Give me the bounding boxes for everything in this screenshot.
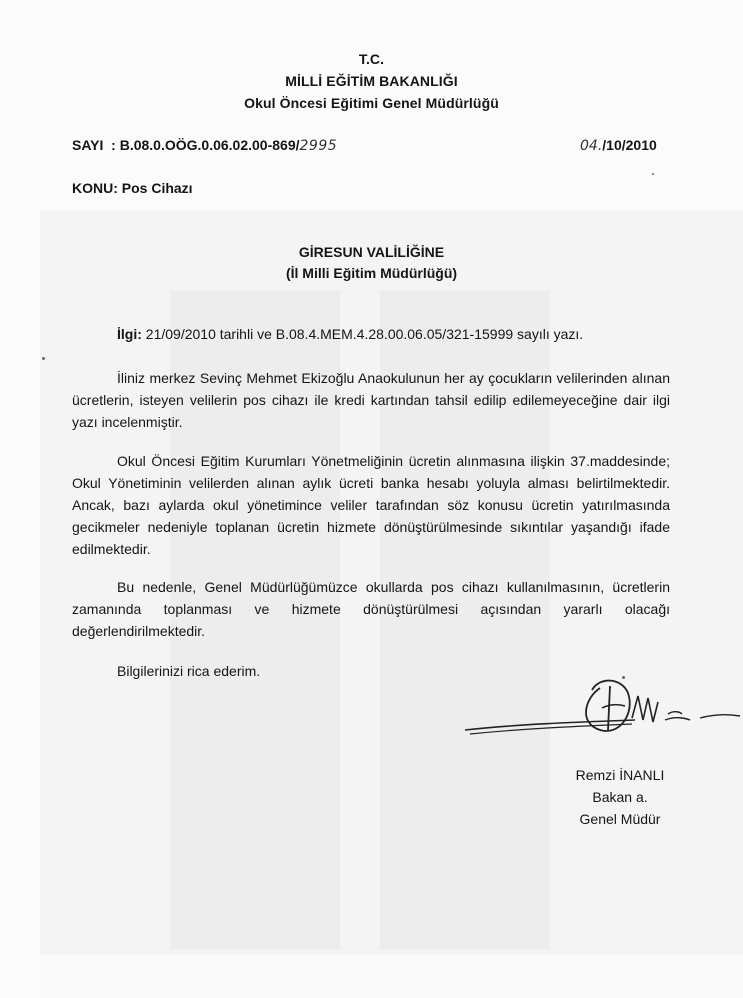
header-line-3: Okul Öncesi Eğitimi Genel Müdürlüğü	[244, 95, 499, 111]
recipient-line-1: GİRESUN VALİLİĞİNE	[298, 244, 445, 260]
konu-row	[72, 180, 193, 196]
date-value: /10/2010	[602, 137, 657, 153]
sayi-handwritten-number: 2995	[299, 138, 338, 154]
paragraph-4-text: Bilgilerinizi rica ederim.	[117, 663, 261, 679]
sayi-label: SAYI	[72, 137, 104, 153]
header-line-2: MİLLİ EĞİTİM BAKANLIĞI	[285, 73, 458, 89]
signatory-name: Remzi İNANLI	[575, 767, 665, 783]
date-row	[580, 137, 657, 154]
handwritten-signature	[460, 668, 743, 768]
recipient-line-2: (İl Milli Eğitim Müdürlüğü)	[285, 265, 458, 281]
sayi-value: : B.08.0.OÖG.0.06.02.00-869/	[111, 137, 300, 153]
scan-shadow	[40, 955, 743, 998]
date-handwritten-day: 04.	[580, 138, 603, 154]
ilgi-label: İlgi:	[117, 326, 142, 342]
scan-speck	[652, 173, 654, 175]
signatory-title-2: Genel Müdür	[579, 811, 661, 827]
ilgi-reference	[72, 323, 670, 345]
paragraph-2-text: Okul Öncesi Eğitim Kurumları Yönetmeliğinin ücretin alınmasına ilişkin 37.maddesinde; Okul Yönetiminin velilerden alınan aylık ücreti banka hesabı yoluyla alması belirtilmektedir. Ancak, bazı aylarda okul yönetimince veliler tarafından söz konusu ücretin yatırılmasında gecikmeler nedeniyle toplanan ücretin hizmete dönüştürülmesinde sıkıntılar yaşandığı ifade edilmektedir.	[72, 453, 670, 557]
header-line-1: T.C.	[358, 51, 385, 67]
paragraph-1-text: İliniz merkez Sevinç Mehmet Ekizoğlu Anaokulunun her ay çocukların velilerinden alınan ücretlerin, isteyen velilerin pos cihazı ile kredi kartından tahsil edilip edilemeyeceğine dair ilgi yazı incelenmiştir.	[72, 370, 670, 430]
sayi-row	[72, 137, 337, 154]
paragraph-1	[72, 367, 670, 433]
ilgi-text: 21/09/2010 tarihli ve B.08.4.MEM.4.28.00.06.05/321-15999 sayılı yazı.	[141, 326, 584, 342]
paragraph-3	[72, 576, 670, 642]
konu-value: Pos Cihazı	[121, 180, 193, 196]
konu-label: KONU:	[72, 180, 118, 196]
scan-speck	[42, 357, 45, 360]
signatory-title-1: Bakan a.	[592, 789, 648, 805]
paragraph-3-text: Bu nedenle, Genel Müdürlüğümüzce okullarda pos cihazı kullanılmasının, ücretlerin zamanında toplanması ve hizmete dönüştürülmesi açısından yararlı olacağı değerlendirilmektedir.	[72, 579, 670, 639]
paragraph-2	[72, 450, 670, 560]
